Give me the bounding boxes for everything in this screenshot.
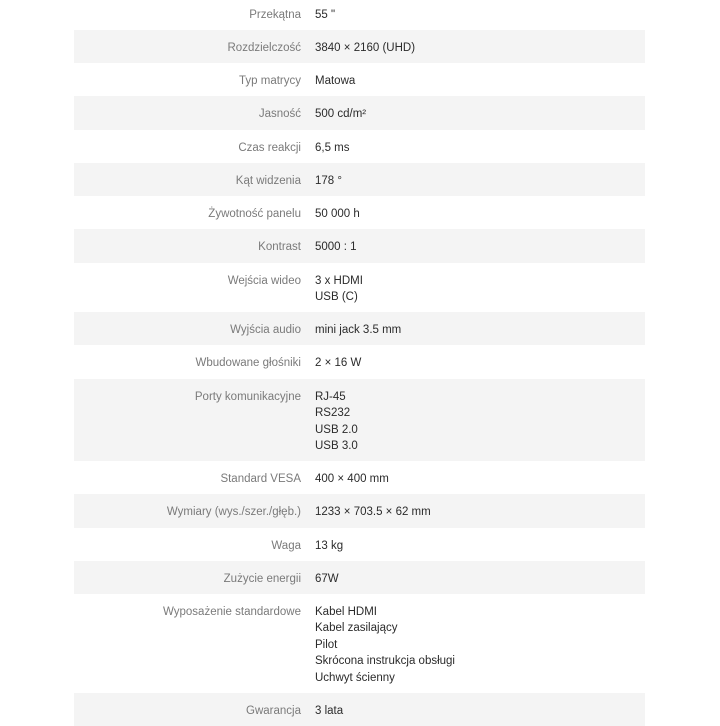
spec-value-line: RJ-45 xyxy=(315,391,346,403)
spec-value-line: 5000 : 1 xyxy=(315,241,357,253)
spec-value-line: 3 lata xyxy=(315,705,344,717)
spec-row xyxy=(74,229,645,263)
spec-row xyxy=(74,30,645,63)
spec-value-line: 3840 × 2160 (UHD) xyxy=(315,42,416,54)
spec-row xyxy=(74,494,645,528)
spec-value-line: Matowa xyxy=(315,75,356,87)
spec-label: Wyjścia audio xyxy=(230,324,301,336)
spec-value-line: Uchwyt ścienny xyxy=(315,671,395,684)
spec-value-line: 178 ° xyxy=(315,175,342,187)
spec-value xyxy=(315,528,343,554)
spec-value xyxy=(315,30,415,56)
spec-row xyxy=(74,63,645,96)
spec-value xyxy=(315,130,350,156)
spec-label: Wyposażenie standardowe xyxy=(163,606,301,618)
spec-label: Typ matrycy xyxy=(239,75,301,87)
spec-value xyxy=(315,561,339,587)
spec-value-line: RS232 xyxy=(315,407,351,420)
spec-label: Czas reakcji xyxy=(238,142,301,154)
spec-row xyxy=(74,693,645,726)
spec-label: Standard VESA xyxy=(220,473,301,485)
spec-value-line: 55 " xyxy=(315,9,336,21)
spec-value-line: Kabel zasilający xyxy=(315,622,398,635)
spec-row xyxy=(74,0,645,30)
spec-row xyxy=(74,561,645,594)
spec-value-line: Pilot xyxy=(315,638,338,651)
spec-value xyxy=(315,229,357,255)
spec-label: Waga xyxy=(271,540,301,552)
spec-label: Kontrast xyxy=(258,241,301,253)
spec-label: Jasność xyxy=(258,108,301,120)
spec-value xyxy=(315,312,401,338)
spec-value-line: 1233 × 703.5 × 62 mm xyxy=(315,506,431,518)
spec-value-line: USB 2.0 xyxy=(315,423,358,436)
spec-label: Zużycie energii xyxy=(223,573,301,585)
spec-value-line: USB 3.0 xyxy=(315,440,358,453)
spec-value xyxy=(315,0,335,23)
spec-row xyxy=(74,312,645,345)
spec-value-line: Kabel HDMI xyxy=(315,606,377,618)
spec-value-line: 6,5 ms xyxy=(315,142,350,154)
spec-row xyxy=(74,130,645,163)
spec-value xyxy=(315,63,355,89)
spec-row xyxy=(74,379,645,461)
spec-value xyxy=(315,461,389,487)
spec-row xyxy=(74,163,645,196)
spec-row xyxy=(74,96,645,130)
spec-value-line: 500 cd/m² xyxy=(315,108,367,120)
spec-value-line: 50 000 h xyxy=(315,208,360,220)
spec-table xyxy=(74,0,645,726)
spec-value xyxy=(315,263,363,306)
spec-row xyxy=(74,263,645,312)
spec-value-line: Skrócona instrukcja obsługi xyxy=(315,655,455,668)
spec-value xyxy=(315,693,343,719)
spec-label: Kąt widzenia xyxy=(235,175,301,187)
spec-label: Wbudowane głośniki xyxy=(195,357,301,369)
spec-label: Porty komunikacyjne xyxy=(194,391,301,403)
spec-value-line: 3 x HDMI xyxy=(315,275,363,287)
spec-row xyxy=(74,594,645,693)
spec-value-line: 67W xyxy=(315,573,339,585)
spec-value-line: mini jack 3.5 mm xyxy=(315,324,402,336)
spec-value xyxy=(315,96,366,122)
spec-value xyxy=(315,494,431,520)
spec-row xyxy=(74,196,645,229)
spec-label: Gwarancja xyxy=(246,705,301,717)
spec-value-line: USB (C) xyxy=(315,291,358,304)
spec-value xyxy=(315,163,342,189)
spec-label: Rozdzielczość xyxy=(227,42,301,54)
spec-value xyxy=(315,345,361,371)
spec-value-line: 400 × 400 mm xyxy=(315,473,389,485)
spec-label: Wejścia wideo xyxy=(227,275,301,287)
spec-row xyxy=(74,461,645,494)
spec-value-line: 2 × 16 W xyxy=(315,357,362,369)
spec-label: Przekątna xyxy=(249,9,301,21)
spec-label: Wymiary (wys./szer./głęb.) xyxy=(166,506,301,518)
spec-row xyxy=(74,528,645,561)
spec-value xyxy=(315,594,455,686)
spec-value xyxy=(315,196,360,222)
spec-value-line: 13 kg xyxy=(315,540,344,552)
spec-row xyxy=(74,345,645,379)
spec-label: Żywotność panelu xyxy=(208,208,301,220)
spec-value xyxy=(315,379,358,455)
